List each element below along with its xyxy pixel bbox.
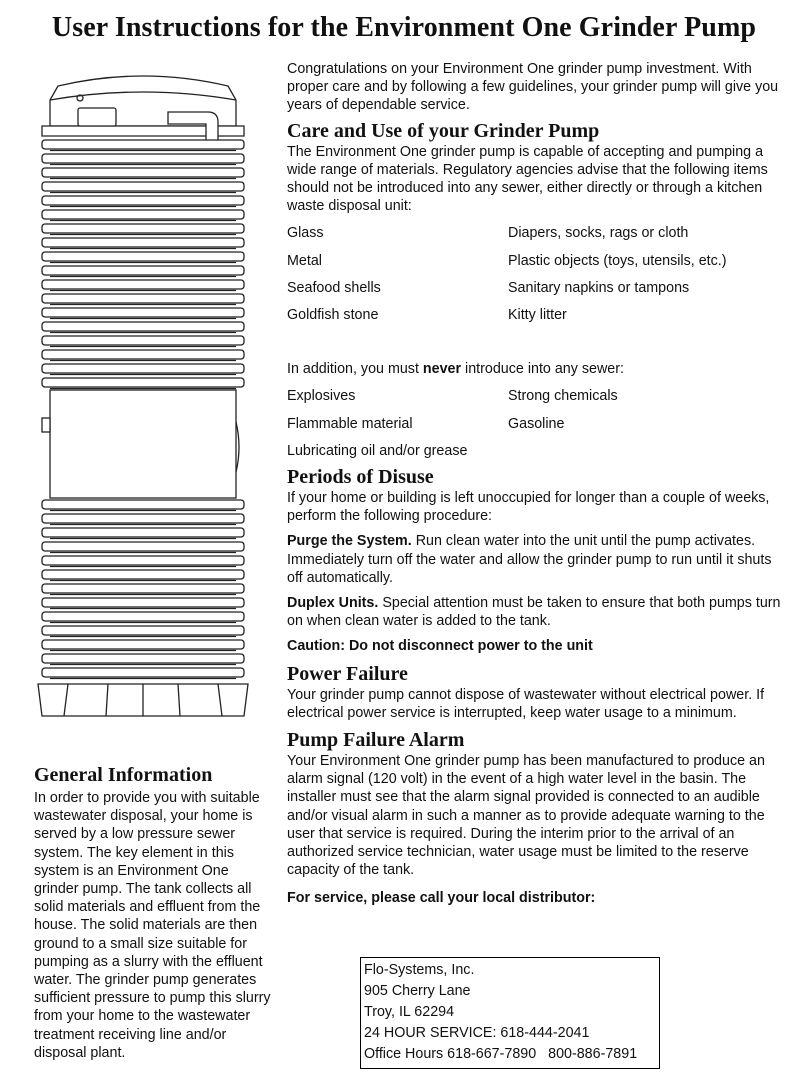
- tank-rib: [42, 626, 244, 635]
- tank-rib: [42, 168, 244, 177]
- purge-paragraph: Purge the System. Run clean water into the unit until the pump activates. Immediately turn off the water and allow the grinder pump to run until it shuts off automatically.: [287, 533, 772, 586]
- distributor-box: [360, 957, 660, 1069]
- tank-rib: [42, 210, 244, 219]
- middle-band: [50, 390, 236, 498]
- list-item: Sanitary napkins or tampons: [508, 279, 690, 296]
- service-phone: 24 HOUR SERVICE: 618-444-2041: [364, 1025, 590, 1041]
- distributor-city: Troy, IL 62294: [364, 1004, 455, 1020]
- tank-rib: [42, 280, 244, 289]
- tank-rib: [42, 668, 244, 677]
- tank-rib: [42, 322, 244, 331]
- alarm-paragraph: Your Environment One grinder pump has been manufactured to produce an alarm signal (120 volt) in the event of a high water level in the basin. The installer must see that the alarm signal provided is connected to an audible and/or visual alarm in such a manner as to provide adequate warning to the user that service is required. During the interim prior to the arrival of an authorized service technician, water usage must be limited to the reserve capacity of the tank.: [287, 753, 765, 879]
- tank-rib: [42, 584, 244, 593]
- tank-rib: [42, 528, 244, 537]
- intro-paragraph: Congratulations on your Environment One grinder pump investment. With proper care and by following a few guidelines, your grinder pump will give you years of dependable service.: [287, 61, 779, 114]
- tank-rib: [42, 612, 244, 621]
- list-item: Lubricating oil and/or grease: [287, 442, 468, 459]
- tank-rib: [42, 182, 244, 191]
- service-call-text: For service, please call your local distributor:: [287, 889, 596, 906]
- tank-rib: [42, 570, 244, 579]
- alarm-heading: Pump Failure Alarm: [287, 729, 465, 752]
- tank-rib: [42, 378, 244, 387]
- tank-rib: [42, 514, 244, 523]
- tank-rib: [42, 140, 244, 149]
- tank-rib: [42, 542, 244, 551]
- care-heading: Care and Use of your Grinder Pump: [287, 119, 600, 142]
- tank-rib: [42, 252, 244, 261]
- general-heading: General Information: [34, 764, 213, 786]
- disuse-heading: Periods of Disuse: [287, 466, 434, 489]
- main-column: [287, 60, 787, 907]
- tank-rib: [42, 500, 244, 509]
- never-items-list: [287, 387, 787, 460]
- list-item: Metal: [287, 252, 322, 269]
- tank-rib: [42, 224, 244, 233]
- tank-rib: [42, 266, 244, 275]
- general-paragraph: In order to provide you with suitable wastewater disposal, your home is served by a low pressure sewer system. The key element in this system is an Environment One grinder pump. The tank collects all solid materials and effluent from the house. The solid materials are then ground to a small size suitable for pumping as a slurry with the effluent water. The grinder pump generates sufficient pressure to pump this slurry from your home to the wastewater treatment receiving line and/or disposal plant.: [34, 790, 271, 1061]
- tank-rib: [42, 364, 244, 373]
- general-info-column: [34, 763, 274, 1062]
- vent-box: [78, 108, 116, 126]
- caution-text: Caution: Do not disconnect power to the unit: [287, 638, 593, 655]
- list-item: [508, 442, 787, 460]
- prohibited-items-list: [287, 224, 787, 324]
- tank-rib: [42, 598, 244, 607]
- tank-rib: [42, 640, 244, 649]
- power-heading: Power Failure: [287, 662, 408, 685]
- page-title: User Instructions for the Environment One Grinder Pump: [51, 12, 757, 43]
- disuse-paragraph: If your home or building is left unoccupied for longer than a couple of weeks, perform the following procedure:: [287, 490, 770, 525]
- list-item: Kitty litter: [508, 307, 567, 324]
- office-hours-phone: Office Hours 618-667-7890 800-886-7891: [364, 1046, 638, 1062]
- power-paragraph: Your grinder pump cannot dispose of wastewater without electrical power. If electrical power service is interrupted, keep water usage to a minimum.: [287, 686, 765, 721]
- never-intro: In addition, you must never introduce into any sewer:: [287, 361, 624, 378]
- care-paragraph: The Environment One grinder pump is capable of accepting and pumping a wide range of materials. Regulatory agencies advise that the following items should not be introduced into any sewer, either directly or through a kitchen waste disposal unit:: [287, 143, 768, 215]
- list-item: Diapers, socks, rags or cloth: [508, 225, 689, 242]
- distributor-name: Flo-Systems, Inc.: [364, 962, 475, 978]
- list-item: Glass: [287, 225, 324, 242]
- tank-rib: [42, 556, 244, 565]
- tank-rib: [42, 654, 244, 663]
- list-item: Gasoline: [508, 415, 565, 432]
- distributor-street: 905 Cherry Lane: [364, 983, 471, 999]
- duplex-paragraph: Duplex Units. Special attention must be taken to ensure that both pumps turn on when clean water is added to the tank.: [287, 595, 781, 630]
- tank-rib: [42, 196, 244, 205]
- list-item: Flammable material: [287, 415, 413, 432]
- list-item: Plastic objects (toys, utensils, etc.): [508, 252, 727, 269]
- tank-rib: [42, 154, 244, 163]
- list-item: Explosives: [287, 388, 356, 405]
- list-item: Seafood shells: [287, 279, 381, 296]
- tank-rib: [42, 350, 244, 359]
- grinder-pump-tank-illustration: [28, 72, 258, 732]
- tank-rib: [42, 308, 244, 317]
- tank-rib: [42, 294, 244, 303]
- lower-ribbed-section: [42, 500, 244, 679]
- tank-rib: [42, 238, 244, 247]
- tank-rib: [42, 336, 244, 345]
- upper-ribbed-section: [42, 140, 244, 389]
- list-item: Strong chemicals: [508, 388, 618, 405]
- list-item: Goldfish stone: [287, 307, 379, 324]
